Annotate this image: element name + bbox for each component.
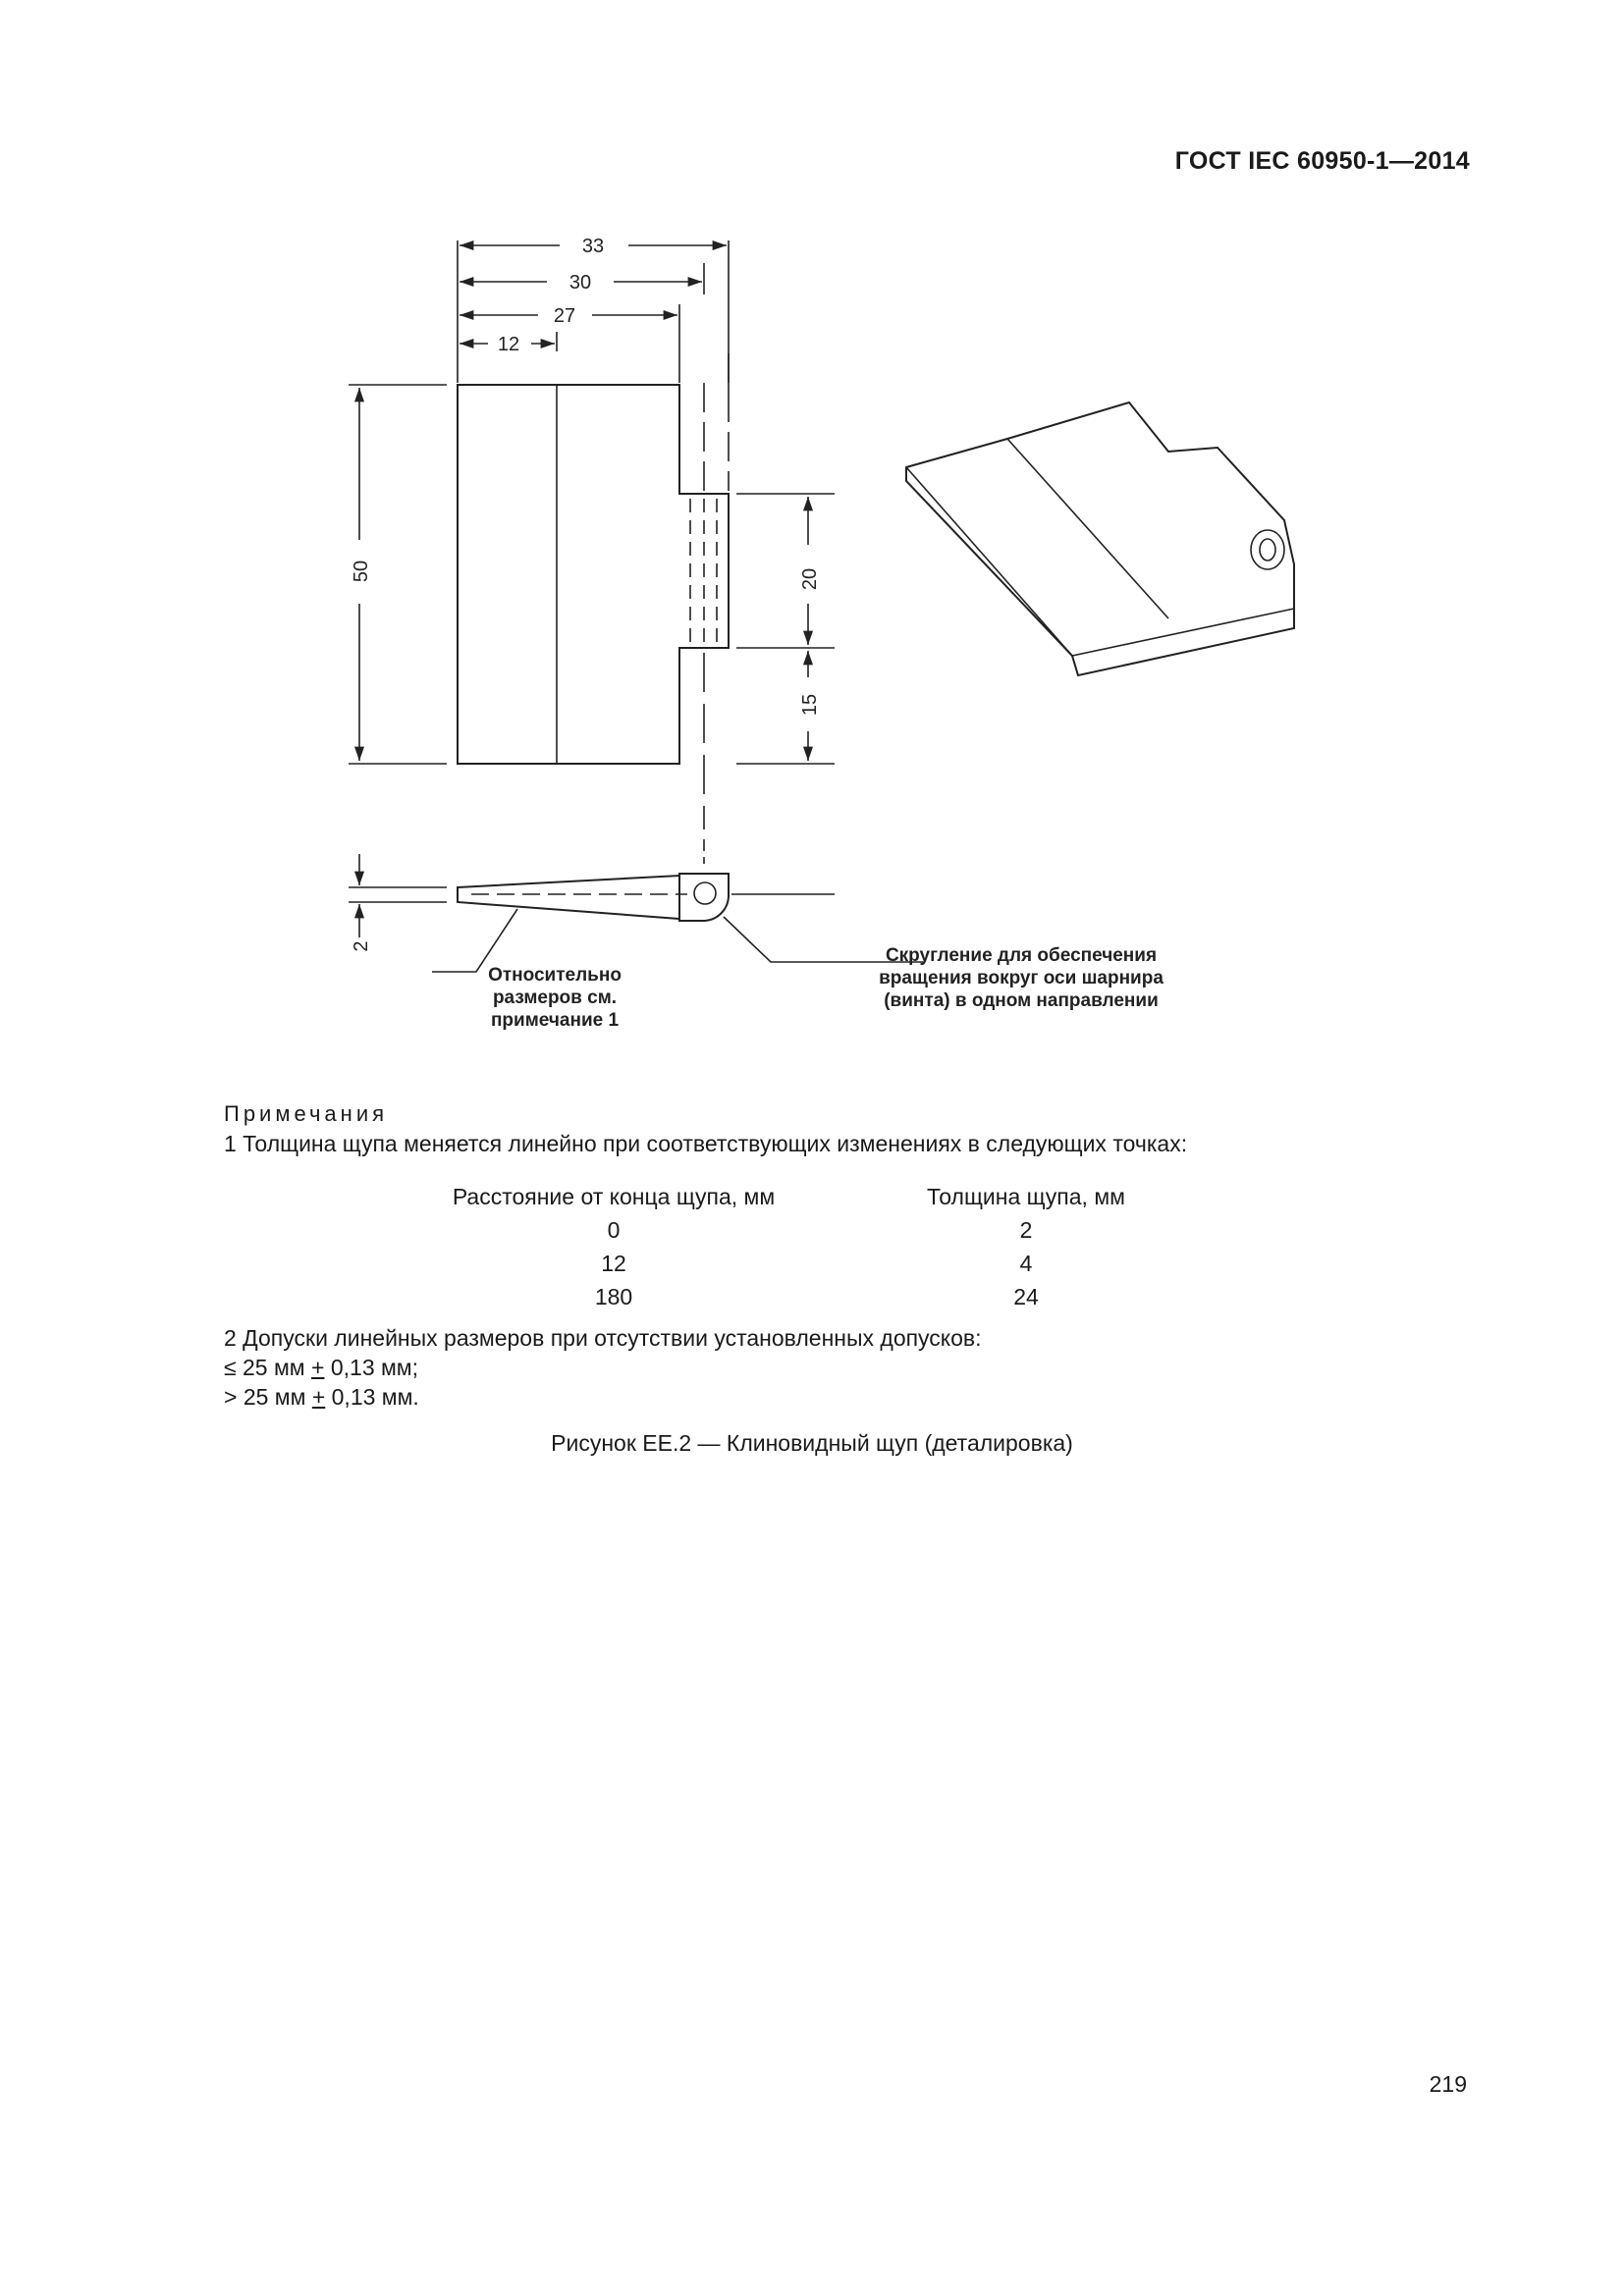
dim-20: 20: [799, 567, 821, 591]
label-right-line1: Скругление для обеспечения: [885, 945, 1158, 966]
tolerance-line-1: [224, 1355, 418, 1381]
dim-50: 50: [351, 560, 372, 583]
plus-minus-sign: +: [311, 1384, 326, 1410]
table-header-distance: Расстояние от конца щупа, мм: [452, 1183, 776, 1209]
table-cell: 4: [1019, 1250, 1033, 1276]
label-left-line1: Относительно: [488, 965, 622, 986]
tolerance-line-2: [224, 1384, 419, 1411]
figure-caption: Рисунок ЕЕ.2 — Клиновидный щуп (деталировка): [551, 1430, 1073, 1456]
table-cell: 24: [1013, 1283, 1039, 1309]
tolerance-value: 0,13 мм.: [325, 1384, 419, 1410]
tolerance-cond: ≤ 25 мм: [224, 1355, 312, 1380]
table-row: [432, 1247, 1237, 1280]
notes-title: Примечания: [224, 1101, 389, 1126]
technical-drawing: [0, 0, 1624, 1080]
note-1: 1 Толщина щупа меняется линейно при соответствующих изменениях в следующих точках:: [224, 1131, 1188, 1156]
dim-30: 30: [568, 272, 592, 294]
table-row: [432, 1213, 1237, 1247]
dim-33: 33: [581, 236, 605, 257]
tolerance-value: 0,13 мм;: [324, 1355, 419, 1380]
page-number: 219: [1429, 2071, 1467, 2097]
table-cell: 0: [607, 1216, 621, 1243]
dim-27: 27: [553, 305, 576, 327]
table-cell: 180: [594, 1283, 633, 1309]
table-header: [432, 1180, 1237, 1213]
table-cell: 12: [601, 1250, 626, 1276]
label-left-line3: примечание 1: [490, 1010, 620, 1031]
plus-minus-sign: +: [311, 1355, 325, 1380]
label-left-line2: размеров см.: [492, 988, 618, 1008]
dim-12: 12: [497, 334, 520, 355]
table-row: [432, 1280, 1237, 1313]
table-header-thickness: Толщина щупа, мм: [927, 1183, 1125, 1209]
note-2: 2 Допуски линейных размеров при отсутствии установленных допусков:: [224, 1325, 982, 1351]
table-cell: 2: [1019, 1216, 1033, 1243]
label-right-line3: (винта) в одном направлении: [884, 990, 1159, 1011]
label-right-line2: вращения вокруг оси шарнира: [879, 968, 1164, 988]
tolerance-cond: > 25 мм: [224, 1384, 312, 1410]
document-header: ГОСТ IEC 60950-1—2014: [1174, 147, 1470, 175]
thickness-table: [432, 1180, 1237, 1313]
dim-15: 15: [799, 693, 821, 717]
dim-2: 2: [351, 940, 372, 952]
